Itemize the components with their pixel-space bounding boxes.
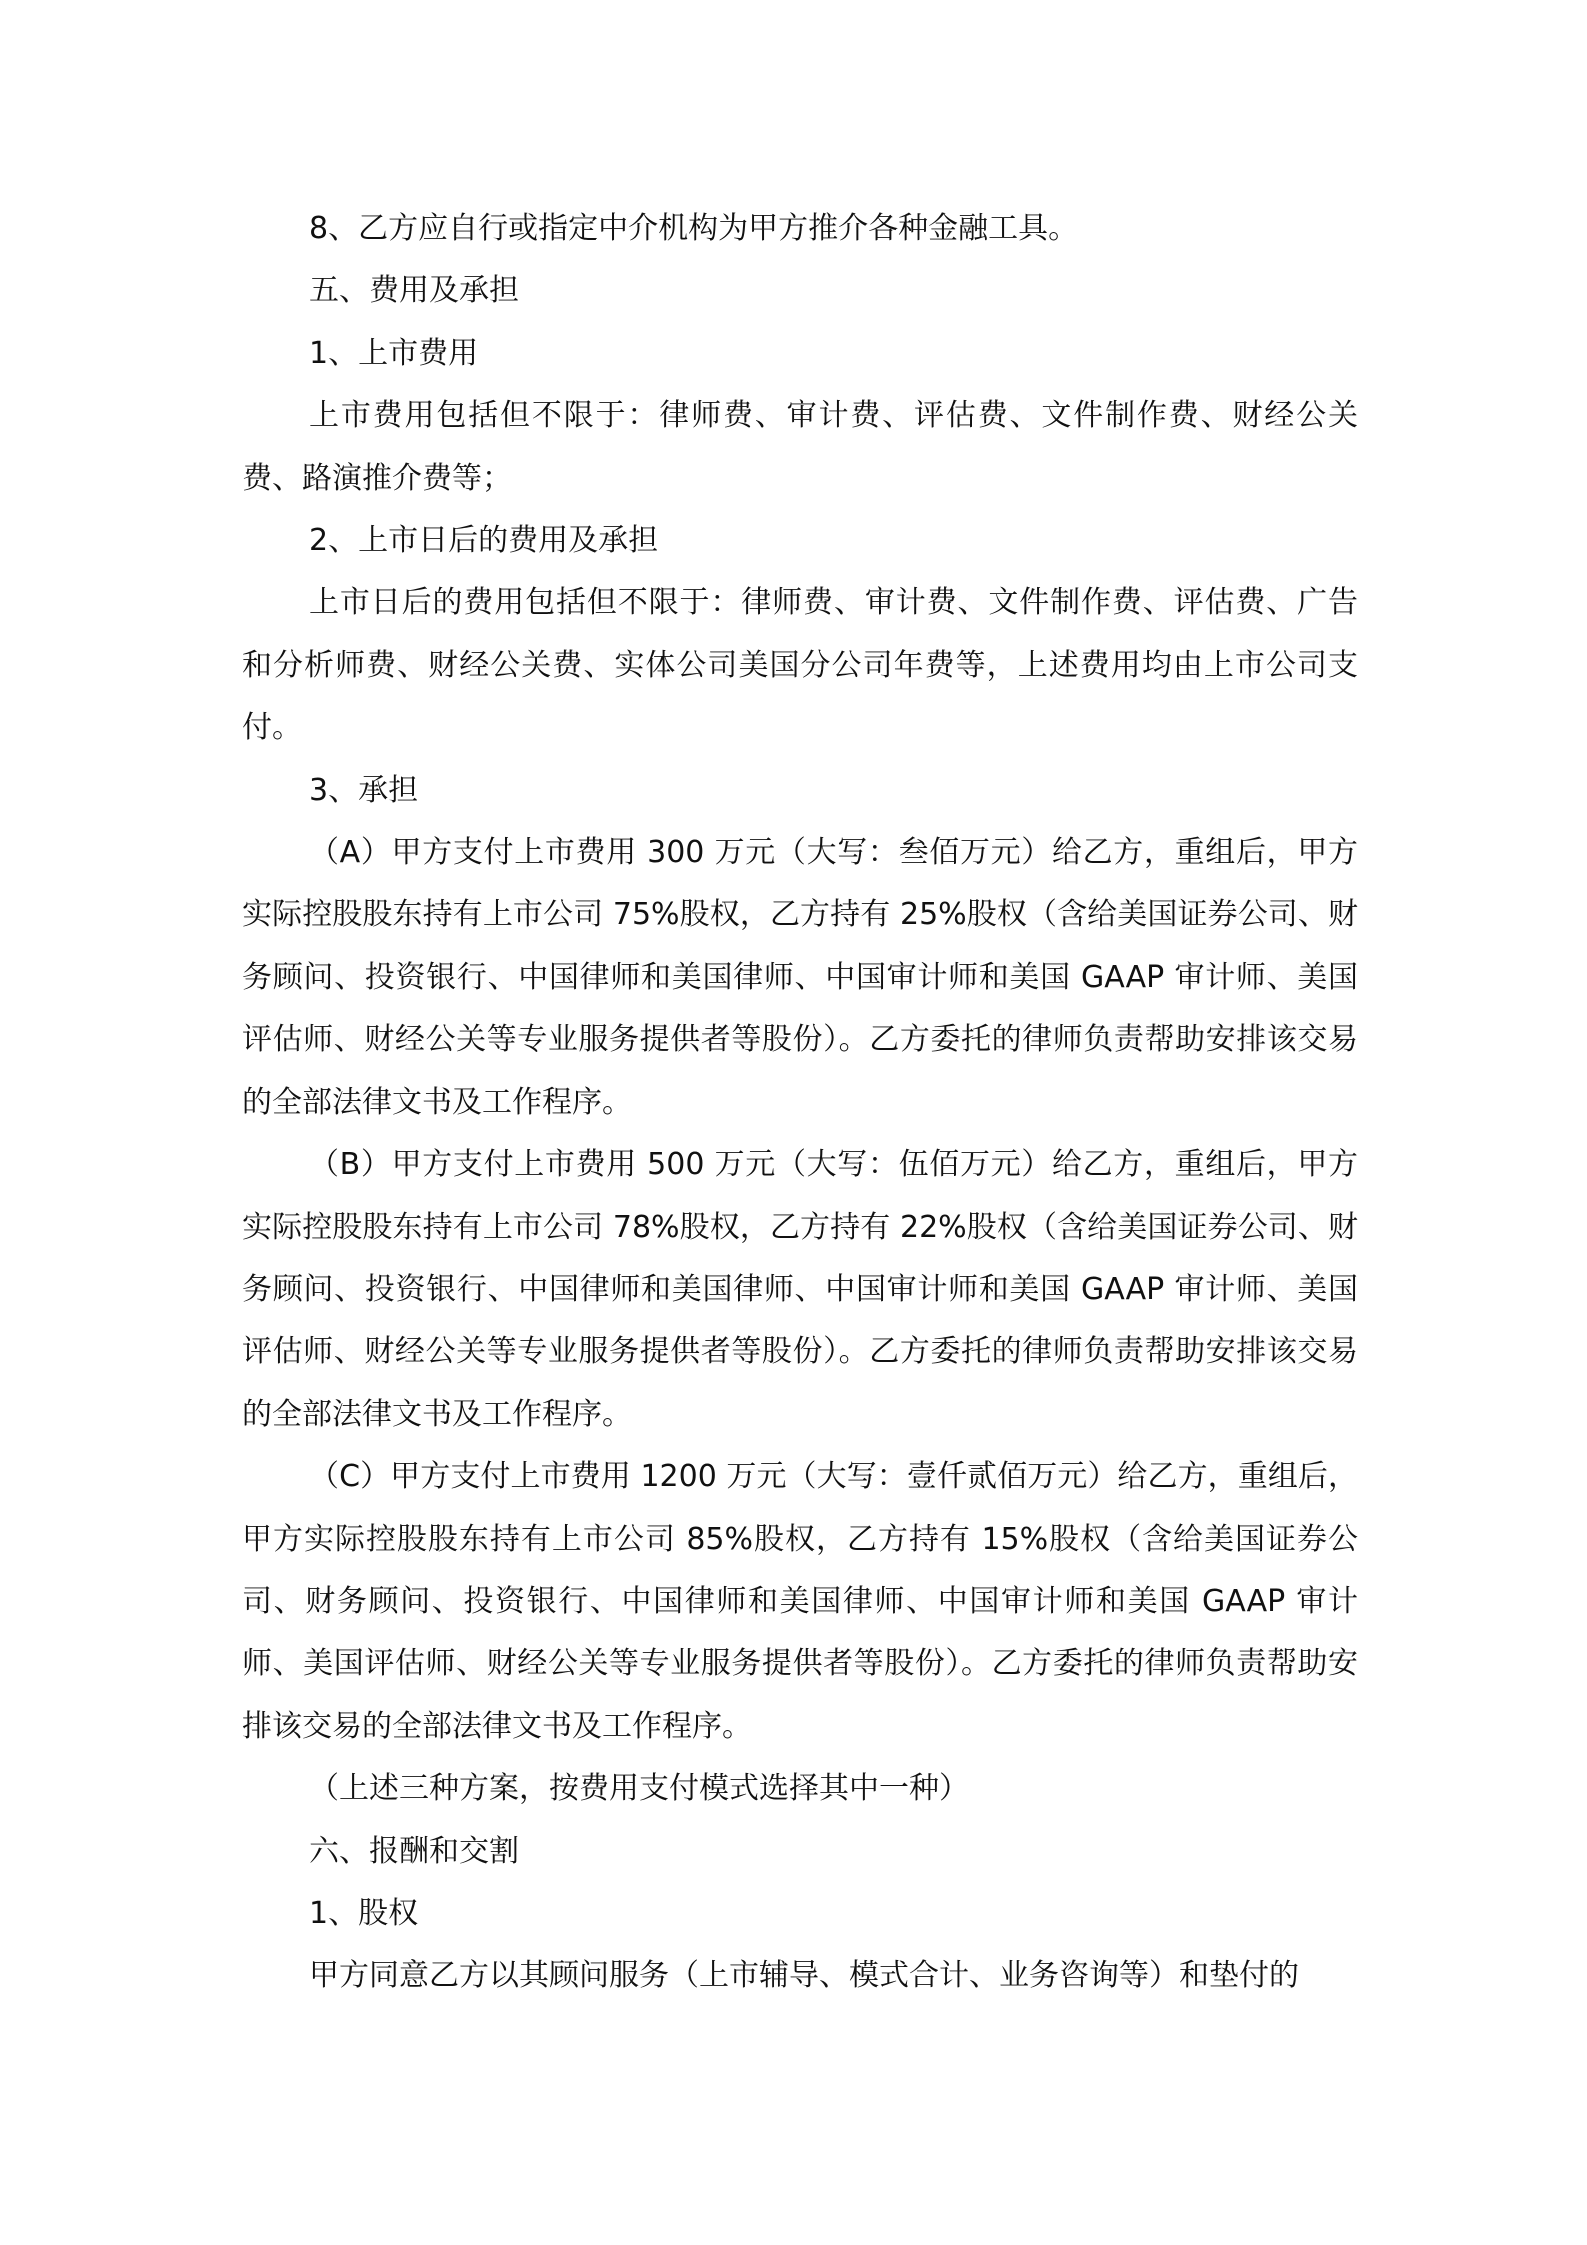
paragraph-option-b: （B）甲方支付上市费用 500 万元（大写：伍佰万元）给乙方，重组后，甲方实际控股股东持有上市公司 78%股权，乙方持有 22%股权（含给美国证券公司、财务顾问、投资银行、中国律师和美国律师、中国审计师和美国 GAAP 审计师、美国评估师、财经公关等专业服务提供者等股份）。乙方委托的律师负责帮助安排该交易的全部法律文书及工作程序。	[242, 1147, 1358, 1432]
section-heading-remuneration: 六、报酬和交割	[309, 1833, 519, 1869]
section-heading-fees: 五、费用及承担	[309, 273, 519, 309]
subheading-equity: 1、股权	[309, 1895, 419, 1931]
paragraph-post-listing-fees: 上市日后的费用包括但不限于：律师费、审计费、文件制作费、评估费、广告和分析师费、财经公关费、实体公司美国分公司年费等，上述费用均由上市公司支付。	[242, 585, 1358, 746]
subheading-bearing: 3、承担	[309, 772, 419, 808]
paragraph-options-note: （上述三种方案，按费用支付模式选择其中一种）	[309, 1771, 969, 1807]
paragraph-option-a: （A）甲方支付上市费用 300 万元（大写：叁佰万元）给乙方，重组后，甲方实际控股股东持有上市公司 75%股权，乙方持有 25%股权（含给美国证券公司、财务顾问、投资银行、中国律师和美国律师、中国审计师和美国 GAAP 审计师、美国评估师、财经公关等专业服务提供者等股份）。乙方委托的律师负责帮助安排该交易的全部法律文书及工作程序。	[242, 835, 1358, 1120]
subheading-post-listing-fees: 2、上市日后的费用及承担	[309, 523, 659, 559]
subheading-listing-fees: 1、上市费用	[309, 335, 479, 371]
document-body	[242, 198, 1358, 2008]
paragraph-equity: 甲方同意乙方以其顾问服务（上市辅导、模式合计、业务咨询等）和垫付的	[309, 1958, 1299, 1994]
paragraph-item-8: 8、乙方应自行或指定中介机构为甲方推介各种金融工具。	[309, 211, 1079, 246]
paragraph-option-c: （C）甲方支付上市费用 1200 万元（大写：壹仟贰佰万元）给乙方，重组后，甲方实际控股股东持有上市公司 85%股权，乙方持有 15%股权（含给美国证券公司、财务顾问、投资银行、中国律师和美国律师、中国审计师和美国 GAAP 审计师、美国评估师、财经公关等专业服务提供者等股份）。乙方委托的律师负责帮助安排该交易的全部法律文书及工作程序。	[242, 1459, 1358, 1744]
paragraph-listing-fees: 上市费用包括但不限于：律师费、审计费、评估费、文件制作费、财经公关费、路演推介费等；	[242, 398, 1358, 496]
